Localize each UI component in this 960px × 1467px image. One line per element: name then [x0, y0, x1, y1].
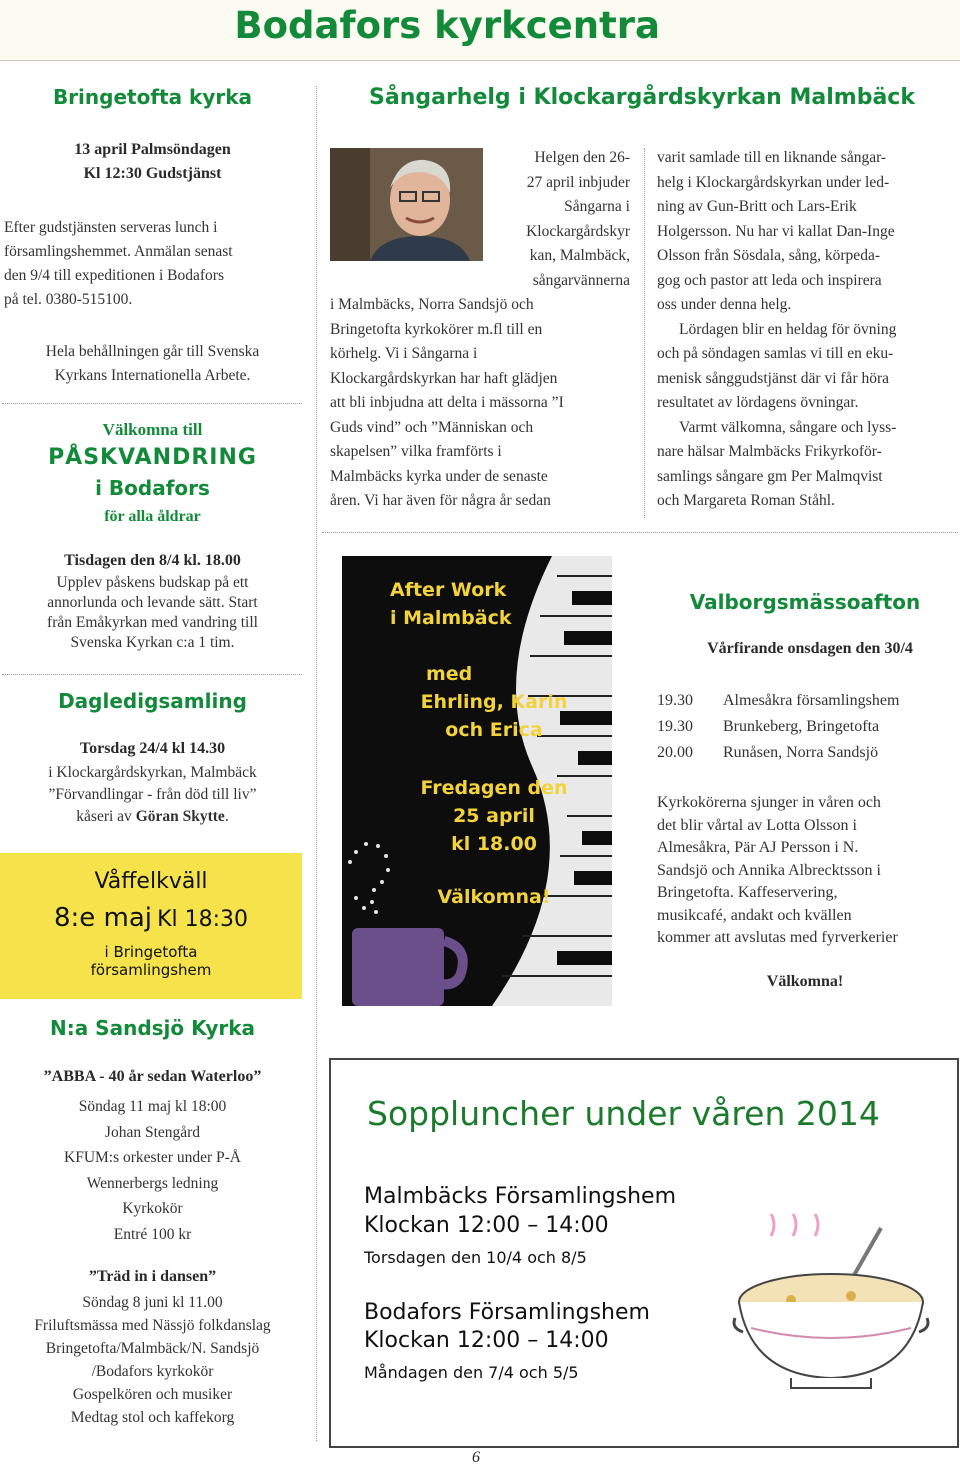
- section-title-sangarhelg: Sångarhelg i Klockargårdskyrkan Malmbäck: [369, 85, 915, 110]
- waffle-title: Våffelkväll: [94, 869, 208, 894]
- section-divider: [2, 403, 302, 404]
- afterwork-poster: [342, 556, 612, 1006]
- dagledig-details: i Klockargårdskyrkan, Malmbäck ”Förvandlingar - från död till liv” kåseri av Göran Skytte.: [48, 764, 257, 825]
- section-divider: [2, 674, 302, 675]
- column-divider: [644, 148, 645, 518]
- soup-dates-malmback: Torsdagen den 10/4 och 8/5: [364, 1248, 587, 1267]
- paskvandring-description: Upplev påskens budskap på ett annorlunda och levande sätt. Start från Emåkyrkan med vandring till Svenska Kyrkan c:a 1 tim.: [47, 574, 258, 651]
- valborg-schedule-row: 19.30 Almesåkra församlingshem: [657, 692, 900, 709]
- sangarhelg-intro: Helgen den 26- 27 april inbjuder Sångarna i Klockargårdskyr kan, Malmbäck, sångarvännerna: [526, 149, 630, 289]
- soup-time-bodafors: Klockan 12:00 – 14:00: [364, 1328, 609, 1353]
- proceeds-info: Hela behållningen går till Svenska Kyrkans Internationella Arbete.: [45, 343, 260, 384]
- afterwork-date: Fredagen den 25 april kl 18.00: [420, 777, 568, 855]
- afterwork-welcome: Välkomna!: [437, 886, 551, 908]
- column-divider: [316, 86, 317, 1441]
- soup-venue-bodafors: Bodafors Församlingshem: [364, 1300, 650, 1325]
- abba-details: Söndag 11 maj kl 18:00 Johan Stengård KFUM:s orkester under P-Å Wennerbergs ledning Kyrkokör Entré 100 kr: [64, 1098, 241, 1243]
- paskvandring-audience: för alla åldrar: [104, 508, 201, 525]
- section-divider: [322, 532, 958, 533]
- valborg-schedule-row: 20.00 Runåsen, Norra Sandsjö: [657, 744, 879, 761]
- dagledig-date: Torsdag 24/4 kl 14.30: [79, 740, 226, 757]
- valborg-closing: Välkomna!: [766, 973, 844, 990]
- lunch-info: Efter gudstjänsten serveras lunch i församlingshemmet. Anmälan senast den 9/4 till expeditionen i Bodafors på tel. 0380-515100.: [4, 219, 233, 308]
- valborg-subtitle: Vårfirande onsdagen den 30/4: [707, 640, 913, 657]
- paskvandring-place: i Bodafors: [95, 476, 210, 500]
- palmsondag-date: 13 april Palmsöndagen: [74, 141, 231, 158]
- waffle-evening-box: [0, 853, 302, 999]
- afterwork-title: After Work i Malmbäck: [390, 579, 512, 629]
- dans-title: ”Träd in i dansen”: [88, 1268, 217, 1285]
- valborg-schedule: [657, 688, 957, 766]
- section-title-dagledig: Dagledigsamling: [58, 689, 247, 713]
- paskvandring-title: PÅSKVANDRING: [48, 445, 257, 470]
- page-title: Bodafors kyrkcentra: [234, 4, 660, 47]
- portrait-photo: [330, 148, 483, 261]
- soup-title: Soppluncher under våren 2014: [367, 1094, 880, 1133]
- afterwork-performers-names: Ehrling, Karin och Erica: [420, 691, 568, 741]
- valborg-schedule-row: 19.30 Brunkeberg, Bringetofta: [657, 718, 880, 735]
- afterwork-performers: med: [426, 663, 473, 685]
- soup-time-malmback: Klockan 12:00 – 14:00: [364, 1213, 609, 1238]
- soup-venue-malmback: Malmbäcks Församlingshem: [364, 1184, 676, 1209]
- section-title-nasandsjo: N:a Sandsjö Kyrka: [49, 1016, 256, 1040]
- abba-title: ”ABBA - 40 år sedan Waterloo”: [43, 1068, 262, 1085]
- section-title-valborg: Valborgsmässoafton: [689, 590, 921, 614]
- sangarhelg-text-col2: varit samlade till en liknande sångar- helg i Klockargårdskyrkan under led- ning av Gun-Britt och Lars-Erik Holgersson. Nu har vi kallat Dan-Inge Olsson från Sösdala, sång, körpeda- gog och pastor att leda och inspirera oss under denna helg. Lördagen blir en heldag för övning och på söndagen samlas vi till en eku- menisk sånggudstjänst där vi får höra resultatet av lördagens övningar. Varmt välkomna, sångare och lyss- nare hälsar Malmbäcks Frikyrkoför- samlings sångare gm Per Malmqvist och Margareta Roman Ståhl.: [657, 149, 897, 509]
- waffle-place: i Bringetofta församlingshem: [90, 943, 212, 979]
- soup-dates-bodafors: Måndagen den 7/4 och 5/5: [364, 1363, 579, 1382]
- valborg-text: Kyrkokörerna sjunger in våren och det blir vårtal av Lotta Olsson i Almesåkra, Pär AJ Persson i N. Sandsjö och Annika Albrecktsson i Bringetofta. Kaffeservering, musikcafé, andakt och kvällen kommer att avslutas med fyrverkerier: [657, 794, 898, 946]
- soup-bowl-icon: [731, 1208, 951, 1398]
- section-title-bringetofta: Bringetofta kyrka: [52, 85, 253, 109]
- page-number: 6: [472, 1449, 480, 1466]
- sangarhelg-text-col1: i Malmbäcks, Norra Sandsjö och Bringetofta kyrkokörer m.fl till en körhelg. Vi i Sångarna i Klockargårdskyrkan har haft glädjen att bli inbjudna att delta i mässorna ”I Guds vind” och ”Människan och skapelsen” vilka framförts i Malmbäcks kyrka under de senaste åren. Vi har även för några år sedan: [330, 296, 564, 509]
- palmsondag-time: Kl 12:30 Gudstjänst: [83, 165, 222, 182]
- paskvandring-date: Tisdagen den 8/4 kl. 18.00: [64, 552, 241, 569]
- soup-lunch-box: [329, 1058, 959, 1448]
- paskvandring-welcome: Välkomna till: [102, 420, 203, 439]
- waffle-datetime: 8:e maj Kl 18:30: [53, 903, 249, 933]
- dans-details: Söndag 8 juni kl 11.00 Friluftsmässa med Nässjö folkdanslag Bringetofta/Malmbäck/N. Sandsjö /Bodafors kyrkokör Gospelkören och musiker Medtag stol och kaffekorg: [34, 1294, 271, 1426]
